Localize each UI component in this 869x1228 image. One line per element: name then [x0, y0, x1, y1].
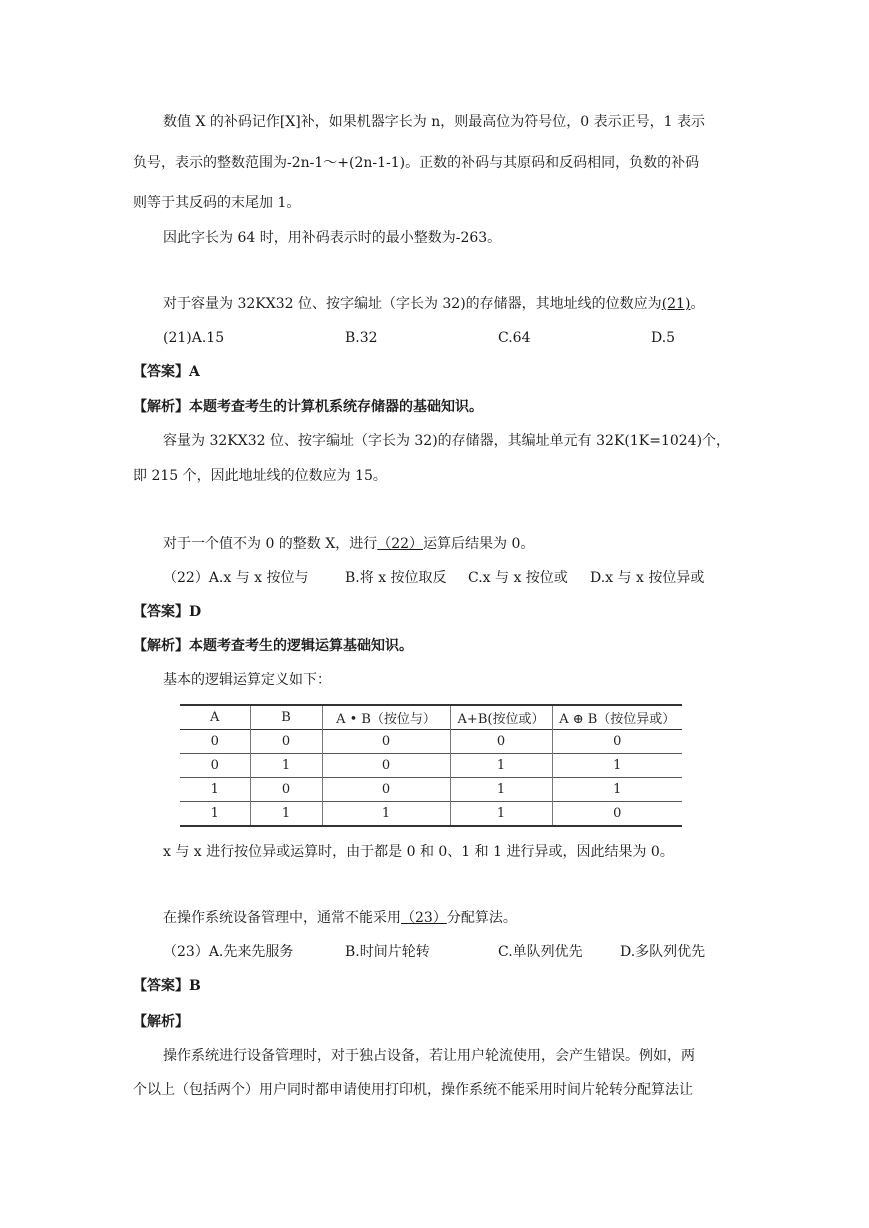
q23-blank: （23）: [401, 910, 447, 926]
q22-option-b: B.将 x 按位取反: [345, 570, 447, 586]
table-row: [180, 754, 682, 778]
table-cell: 1: [322, 802, 450, 827]
table-cell: 1: [210, 782, 219, 797]
q22-option-c: C.x 与 x 按位或: [468, 570, 568, 586]
table-header-cell: A • B（按位与）: [322, 705, 450, 730]
q23-option-b: B.时间片轮转: [345, 944, 430, 960]
q22-answer-label: 【答案】: [133, 604, 189, 620]
q23-stem-tail: 分配算法。: [446, 910, 517, 926]
q23-option-a: （23）A.先来先服务: [163, 944, 294, 960]
q22-stem: [163, 534, 534, 554]
table-cell: 0: [322, 730, 450, 754]
q21-stem-tail: 。: [690, 296, 705, 312]
q22-analysis-title: 本题考查考生的逻辑运算基础知识。: [189, 638, 413, 654]
q21-option-d: D.5: [651, 330, 676, 346]
q22-analysis-label: 【解析】: [133, 638, 189, 654]
table-row: [180, 730, 682, 754]
q22-analysis-intro: 基本的逻辑运算定义如下：: [163, 672, 331, 688]
table-header-cell: A ⊕ B（按位异或）: [552, 705, 682, 730]
q23-option-c: C.单队列优先: [498, 944, 583, 960]
q23-answer: [133, 976, 201, 996]
q21-analysis-line-1: 容量为 32KX32 位、按字编址（字长为 32)的存储器，其编址单元有 32K(1K=1024)个，: [163, 433, 731, 449]
q22-answer: [133, 602, 201, 622]
table-row: [180, 778, 682, 802]
table-cell: 0: [450, 730, 552, 754]
intro-line-3: 则等于其反码的末尾加 1。: [133, 195, 301, 211]
q23-option-d: D.多队列优先: [620, 944, 706, 960]
table-header-cell: A: [210, 710, 220, 725]
q21-stem: [163, 294, 704, 314]
q21-stem-text: 对于容量为 32KX32 位、按字编址（字长为 32)的存储器，其地址线的位数应为: [163, 296, 662, 312]
q22-option-d: D.x 与 x 按位异或: [590, 570, 705, 586]
q21-analysis-title: 本题考查考生的计算机系统存储器的基础知识。: [189, 399, 483, 415]
table-cell: 0: [322, 778, 450, 802]
table-cell: 1: [250, 754, 322, 778]
q22-analysis-after: x 与 x 进行按位异或运算时，由于都是 0 和 0、1 和 1 进行异或，因此结果为 0。: [163, 844, 674, 860]
table-cell: 0: [322, 754, 450, 778]
q21-answer: [133, 362, 200, 382]
table-cell: 1: [450, 754, 552, 778]
table-header-cell: A+B(按位或）: [450, 705, 552, 730]
q21-analysis-label: 【解析】: [133, 399, 189, 415]
table-cell: 0: [250, 730, 322, 754]
table-header-cell: B: [250, 705, 322, 730]
q23-answer-value: B: [189, 978, 201, 994]
table-cell: 0: [250, 778, 322, 802]
q22-stem-text: 对于一个值不为 0 的整数 X，进行: [163, 536, 378, 552]
logic-operations-table: [180, 704, 682, 827]
q22-answer-value: D: [189, 604, 202, 620]
q23-analysis-line-1: 操作系统进行设备管理时，对于独占设备，若让用户轮流使用，会产生错误。例如，两: [163, 1048, 695, 1064]
table-cell: 0: [210, 758, 219, 773]
q22-analysis-heading: [133, 636, 413, 656]
table-cell: 1: [210, 806, 219, 821]
table-cell: 1: [450, 802, 552, 827]
q23-stem-text: 在操作系统设备管理中，通常不能采用: [163, 910, 401, 926]
q21-blank: (21): [661, 296, 691, 312]
intro-line-2: 负号，表示的整数范围为-2n-1～+(2n-1-1)。正数的补码与其原码和反码相同，负数的补码: [133, 155, 700, 171]
q21-option-b: B.32: [345, 330, 378, 346]
table-cell: 1: [250, 802, 322, 827]
q21-analysis-heading: [133, 397, 483, 417]
q22-option-a: （22）A.x 与 x 按位与: [163, 570, 309, 586]
table-cell: 0: [552, 730, 682, 754]
table-header-row: [180, 705, 682, 730]
table-cell: 1: [552, 778, 682, 802]
q23-answer-label: 【答案】: [133, 978, 189, 994]
q22-stem-tail: 运算后结果为 0。: [423, 536, 535, 552]
table-row: [180, 802, 682, 827]
q23-analysis-label: 【解析】: [133, 1014, 189, 1030]
intro-line-1: 数值 X 的补码记作[X]补，如果机器字长为 n，则最高位为符号位，0 表示正号，1 表示: [163, 114, 705, 130]
q21-answer-label: 【答案】: [133, 364, 189, 380]
q21-analysis-line-2: 即 215 个，因此地址线的位数应为 15。: [133, 468, 387, 484]
q21-answer-value: A: [189, 364, 200, 380]
q21-option-c: C.64: [498, 330, 531, 346]
table-cell: 1: [450, 778, 552, 802]
q23-analysis-line-2: 个以上（包括两个）用户同时都申请使用打印机，操作系统不能采用时间片轮转分配算法让: [133, 1082, 693, 1098]
table-cell: 0: [210, 734, 219, 749]
table-cell: 0: [552, 802, 682, 827]
table-cell: 1: [552, 754, 682, 778]
q22-blank: （22）: [377, 536, 424, 552]
q21-option-a: (21)A.15: [163, 330, 225, 346]
q23-stem: [163, 908, 517, 928]
intro-line-4: 因此字长为 64 时，用补码表示时的最小整数为-263。: [163, 230, 502, 246]
